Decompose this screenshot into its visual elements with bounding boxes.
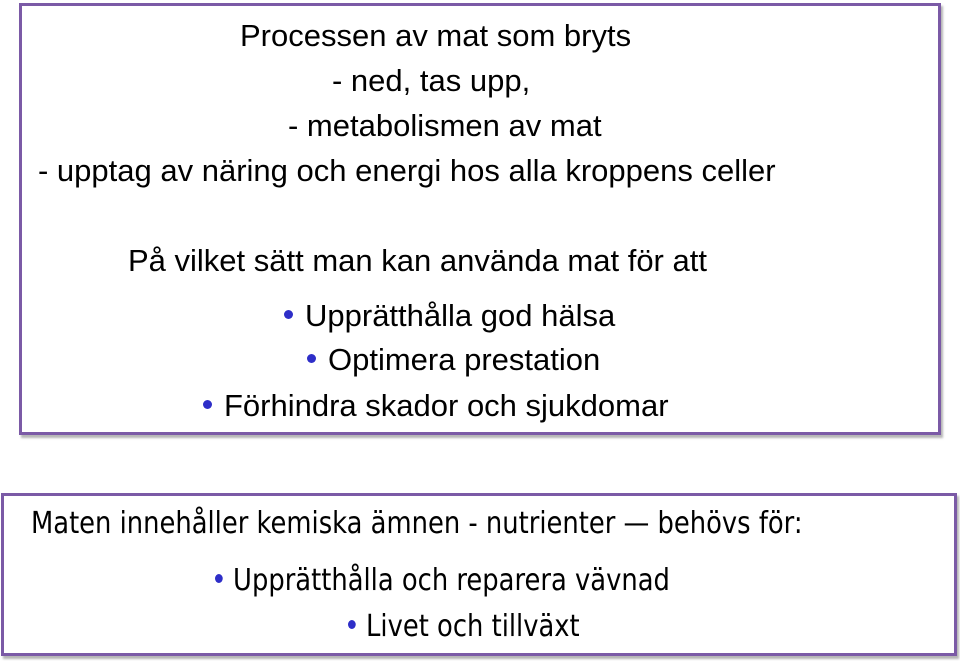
heading-line-2: - ned, tas upp, (332, 63, 531, 98)
list-item (348, 609, 580, 644)
list-item (203, 390, 669, 421)
heading-line-4: - upptag av näring och energi hos alla kroppens celler (38, 153, 776, 188)
list-item (284, 300, 615, 331)
bullet-dot-icon (348, 620, 356, 629)
nutrients-intro: Maten innehåller kemiska ämnen - nutrienter — behövs för: (31, 506, 803, 541)
bullet-dot-icon (215, 574, 223, 583)
list-item (215, 563, 670, 598)
heading-line-3: - metabolismen av mat (288, 108, 602, 143)
bullet-dot-icon (203, 400, 212, 409)
subheading: På vilket sätt man kan använda mat för att (128, 243, 707, 278)
heading-line-1: Processen av mat som bryts (240, 18, 632, 53)
list-item (307, 344, 600, 375)
list-item-text: Upprätthålla god hälsa (305, 298, 616, 333)
bullet-dot-icon (307, 354, 316, 363)
list-item-text: Optimera prestation (328, 342, 601, 377)
bullet-dot-icon (284, 310, 293, 319)
list-item-text: Livet och tillväxt (366, 609, 580, 644)
list-item-text: Förhindra skador och sjukdomar (224, 388, 669, 423)
list-item-text: Upprätthålla och reparera vävnad (233, 563, 670, 598)
